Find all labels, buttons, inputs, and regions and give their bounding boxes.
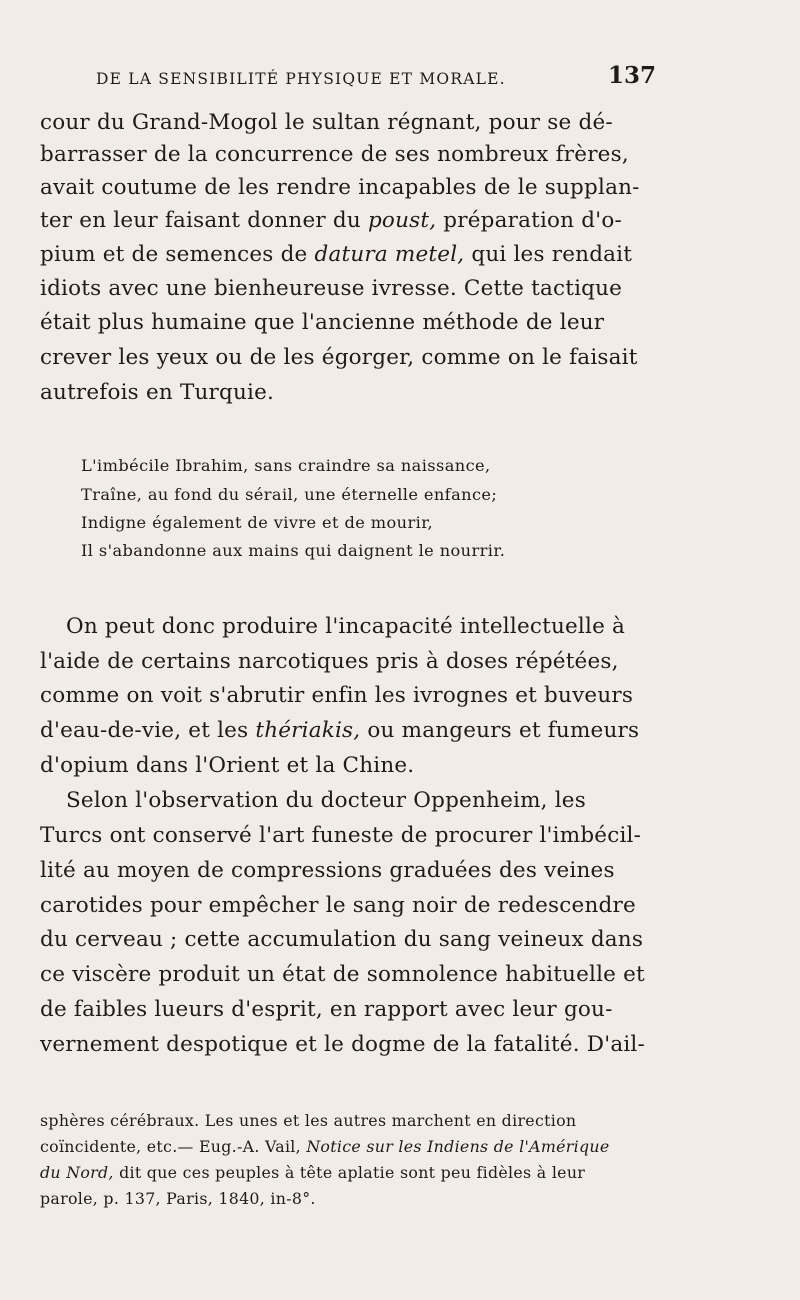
text-line: idiots avec une bienheureuse ivresse. Cette tactique bbox=[40, 276, 623, 301]
text-line: comme on voit s'abrutir enfin les ivrognes et buveurs bbox=[40, 683, 634, 708]
text-line: du cerveau ; cette accumulation du sang veineux dans bbox=[40, 927, 644, 952]
text-line: crever les yeux ou de les égorger, comme on le faisait bbox=[40, 345, 638, 370]
text-line: était plus humaine que l'ancienne méthode de leur bbox=[40, 310, 605, 335]
text-line: Turcs ont conservé l'art funeste de procurer l'imbécil- bbox=[40, 823, 642, 848]
text-line: lité au moyen de compressions graduées des veines bbox=[40, 858, 615, 883]
text-line: ter en leur faisant donner du poust, préparation d'o- bbox=[40, 208, 622, 233]
italic-term: poust, bbox=[367, 208, 437, 233]
text-line: Selon l'observation du docteur Oppenheim, les bbox=[66, 788, 586, 813]
text-line: d'eau-de-vie, et les thériakis, ou mangeurs et fumeurs bbox=[40, 718, 640, 743]
footnote-line: coïncidente, etc.— Eug.-A. Vail, Notice sur les Indiens de l'Amérique bbox=[40, 1137, 610, 1156]
italic-term: datura metel, bbox=[314, 242, 465, 267]
verse-line: Il s'abandonne aux mains qui daignent le nourrir. bbox=[81, 541, 506, 560]
text-line: avait coutume de les rendre incapables de le supplan- bbox=[40, 175, 640, 200]
footnote-line: du Nord, dit que ces peuples à tête aplatie sont peu fidèles à leur bbox=[40, 1163, 586, 1182]
text-line: vernement despotique et le dogme de la fatalité. D'ail- bbox=[40, 1032, 645, 1057]
text-line: de faibles lueurs d'esprit, en rapport avec leur gou- bbox=[40, 997, 613, 1022]
text-line: d'opium dans l'Orient et la Chine. bbox=[40, 753, 415, 778]
text-line: carotides pour empêcher le sang noir de redescendre bbox=[40, 893, 636, 918]
footnote-line: parole, p. 137, Paris, 1840, in-8°. bbox=[40, 1189, 316, 1208]
verse-line: L'imbécile Ibrahim, sans craindre sa naissance, bbox=[81, 456, 491, 475]
text-line: l'aide de certains narcotiques pris à doses répétées, bbox=[40, 649, 619, 674]
text-line: autrefois en Turquie. bbox=[40, 380, 275, 405]
text-line: pium et de semences de datura metel, qui les rendait bbox=[40, 242, 633, 267]
verse-line: Indigne également de vivre et de mourir, bbox=[81, 513, 434, 532]
text-line: barrasser de la concurrence de ses nombreux frères, bbox=[40, 142, 629, 167]
verse-line: Traîne, au fond du sérail, une éternelle enfance; bbox=[81, 485, 498, 504]
italic-term: thériakis, bbox=[255, 718, 361, 743]
text-line: ce viscère produit un état de somnolence habituelle et bbox=[40, 962, 645, 987]
italic-citation: du Nord, bbox=[40, 1163, 114, 1182]
running-title: DE LA SENSIBILITÉ PHYSIQUE ET MORALE. bbox=[96, 70, 506, 88]
page-number: 137 bbox=[607, 62, 656, 89]
running-header bbox=[96, 62, 656, 96]
text-line: cour du Grand-Mogol le sultan régnant, pour se dé- bbox=[40, 110, 613, 135]
footnote-line: sphères cérébraux. Les unes et les autres marchent en direction bbox=[40, 1111, 577, 1130]
text-line: On peut donc produire l'incapacité intellectuelle à bbox=[66, 614, 626, 639]
italic-citation: Notice sur les Indiens de l'Amérique bbox=[306, 1137, 610, 1156]
